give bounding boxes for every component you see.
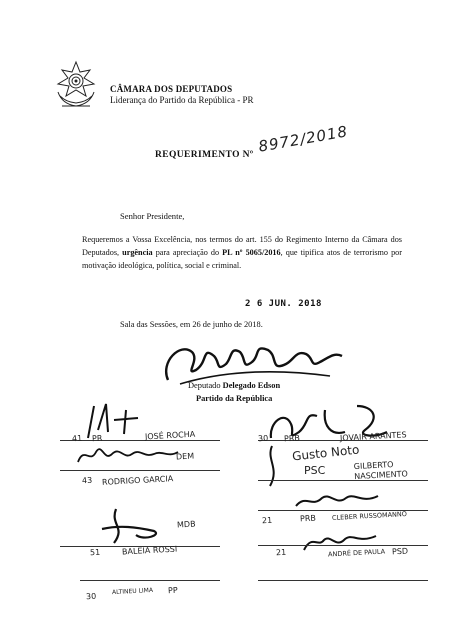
signature-right-3 bbox=[292, 488, 382, 512]
signature-line-left-1 bbox=[60, 440, 220, 441]
sig-left-1-name: JOSÉ ROCHA bbox=[144, 429, 196, 442]
body-suffix: , que tipifica atos de terrorismo por motivação ideológica, política, social e criminal. bbox=[82, 248, 402, 270]
sig-left-1-party: PR bbox=[91, 433, 103, 444]
handwritten-request-number: 8972/2018 bbox=[257, 122, 350, 156]
sig-left-3-name: BALEIA ROSSI bbox=[121, 544, 178, 557]
sig-right-3-name: CLEBER RUSSOMANNO bbox=[331, 510, 408, 522]
signature-line-left-2 bbox=[60, 470, 220, 471]
sig-left-2-number: 43 bbox=[81, 475, 93, 486]
signature-line-right-5 bbox=[258, 580, 428, 581]
signature-right-2-mark bbox=[262, 442, 292, 490]
signatory-party: Partido da República bbox=[196, 394, 273, 403]
signature-line-left-4 bbox=[80, 580, 220, 581]
sig-left-2-name: RODRIGO GARCIA bbox=[101, 474, 174, 487]
sig-left-4-name: ALTINEU LIMA bbox=[111, 586, 154, 597]
sig-left-2-party: DEM bbox=[175, 451, 195, 462]
sig-right-4-name: ANDRÉ DE PAULA bbox=[327, 547, 386, 559]
sig-right-1-name: JOVAIR ARANTES bbox=[339, 430, 407, 443]
signatory-prefix: Deputado bbox=[188, 381, 223, 390]
sig-right-2-handwritten-name: Gusto Noto bbox=[291, 442, 360, 464]
body-bill-number: PL nº 5065/2016 bbox=[222, 248, 281, 257]
salutation: Senhor Presidente, bbox=[120, 211, 185, 221]
document-title: REQUERIMENTO Nº bbox=[155, 150, 254, 160]
institution-subtitle: Liderança do Partido da República - PR bbox=[110, 95, 254, 105]
sig-left-4-party: PP bbox=[167, 585, 178, 596]
sig-right-2-party: PSC bbox=[304, 464, 326, 477]
sig-right-4-party: PSD bbox=[391, 546, 409, 557]
session-place-date: Sala das Sessões, em 26 de junho de 2018. bbox=[120, 320, 263, 329]
body-mid: para apreciação do bbox=[152, 248, 223, 257]
sig-right-1-number: 30 bbox=[257, 433, 269, 444]
signature-line-right-2 bbox=[258, 480, 428, 481]
signature-left-2 bbox=[74, 442, 184, 466]
sig-right-3-party: PRB bbox=[299, 513, 317, 524]
signatory-name-bold: Delegado Edson bbox=[222, 381, 281, 390]
sig-left-4-number: 30 bbox=[85, 591, 97, 602]
body-prefix: Requeremos a Vossa Excelência, nos termos do art. 155 do Regimento Interno da Câmara dos Deputados, bbox=[82, 235, 402, 257]
institution-name: CÂMARA DOS DEPUTADOS bbox=[110, 84, 233, 94]
sig-left-3-number: 51 bbox=[89, 547, 101, 558]
sig-left-1-number: 41 bbox=[71, 433, 83, 444]
sig-right-4-number: 21 bbox=[275, 547, 287, 558]
body-paragraph bbox=[82, 233, 402, 272]
date-stamp: 2 6 JUN. 2018 bbox=[245, 299, 322, 309]
coat-of-arms-icon bbox=[52, 58, 100, 110]
sig-left-3-party: MDB bbox=[176, 519, 196, 530]
signature-left-3 bbox=[96, 505, 186, 547]
sig-right-3-number: 21 bbox=[261, 515, 273, 526]
signatory-name bbox=[188, 381, 280, 390]
sig-right-2-name: GILBERTO NASCIMENTO bbox=[353, 460, 409, 482]
sig-right-1-party: PRB bbox=[283, 433, 301, 444]
body-urgency: urgência bbox=[122, 248, 153, 257]
